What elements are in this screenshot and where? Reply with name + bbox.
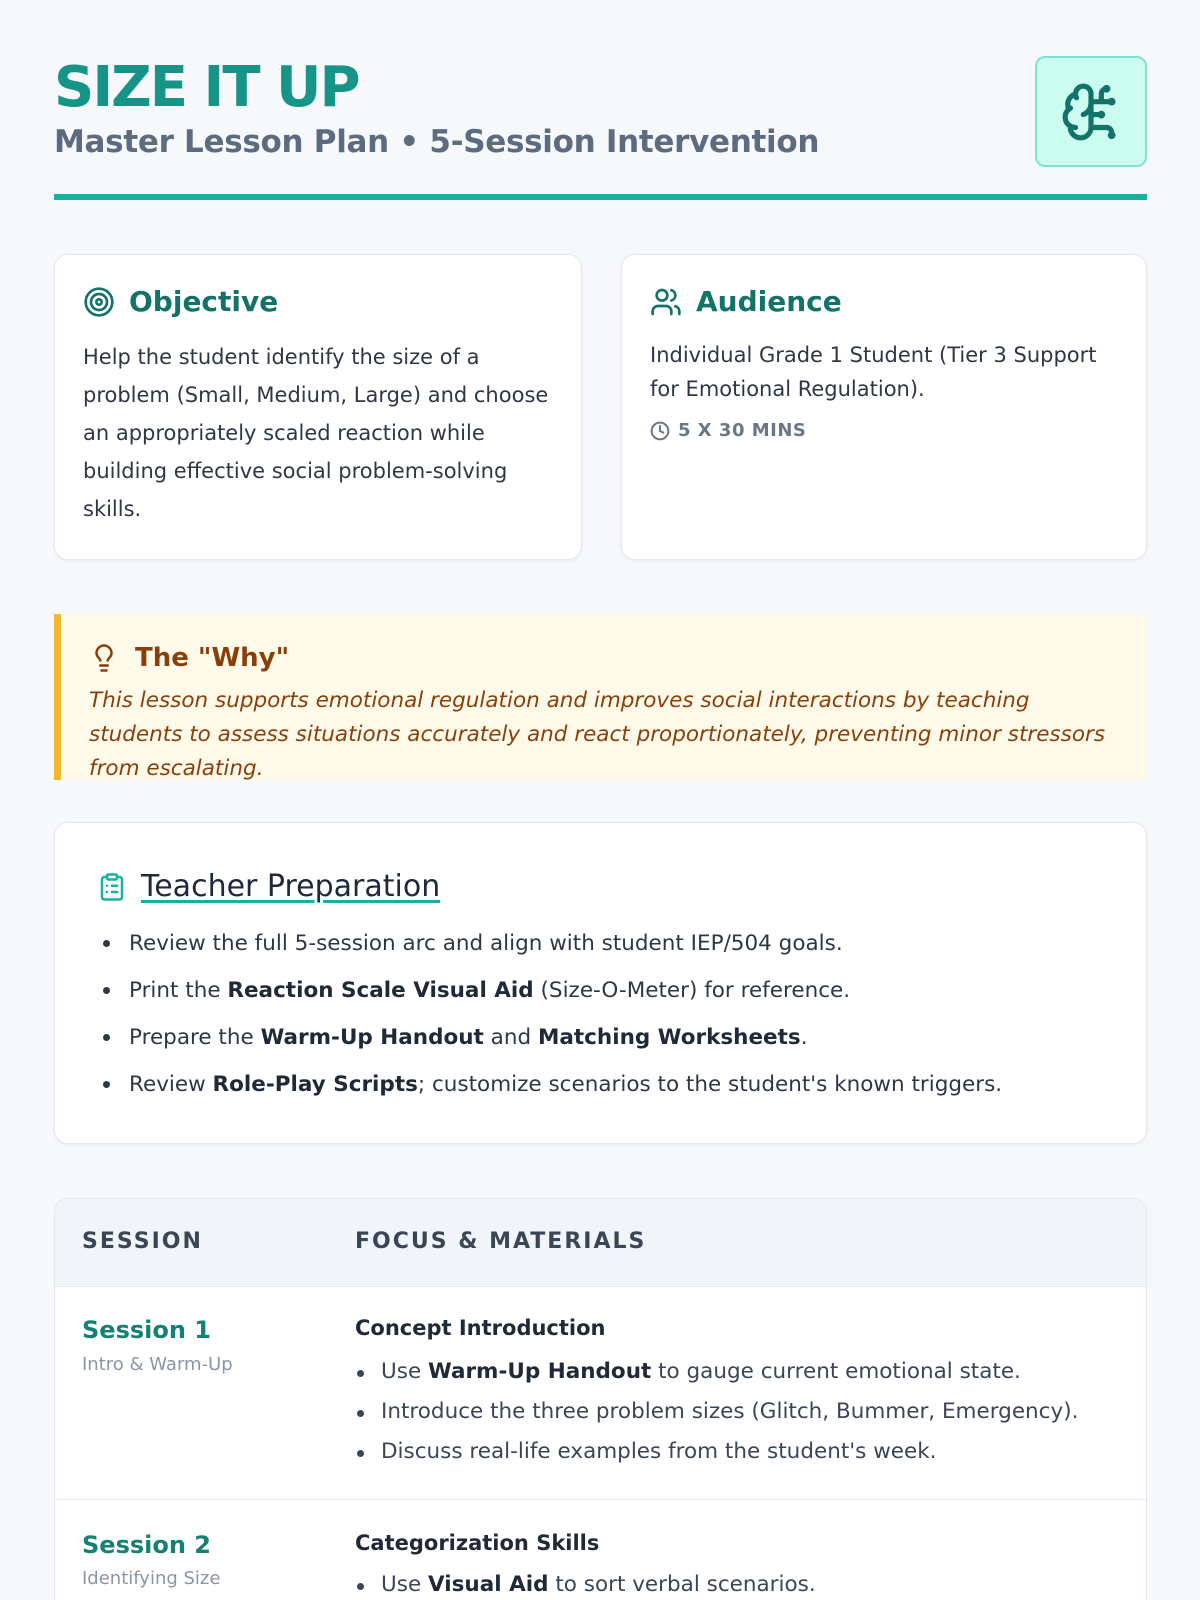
duration-text: 5 X 30 MINS xyxy=(678,420,807,441)
table-row xyxy=(55,1501,1146,1600)
objective-heading-row xyxy=(83,285,553,318)
objective-card xyxy=(54,254,582,560)
header-divider xyxy=(54,194,1147,200)
session-name: Session 2 xyxy=(82,1531,211,1559)
why-callout xyxy=(54,614,1147,780)
session-subtitle: Identifying Size xyxy=(82,1568,221,1589)
why-text: This lesson supports emotional regulation and improves social interactions by teaching students to assess situations accurately and react proportionately, preventing minor stressors from escalating. xyxy=(89,688,1106,781)
users-icon xyxy=(650,286,682,318)
audience-heading: Audience xyxy=(696,285,842,318)
prep-heading: Teacher Preparation xyxy=(141,869,441,904)
prep-heading-row xyxy=(97,869,1106,904)
teacher-prep-card xyxy=(54,822,1147,1144)
why-heading-row xyxy=(89,642,1119,674)
session-subtitle: Intro & Warm-Up xyxy=(82,1354,233,1375)
session-table xyxy=(54,1198,1147,1600)
page-subtitle: Master Lesson Plan • 5-Session Intervention xyxy=(54,124,820,160)
audience-heading-row xyxy=(650,285,1118,318)
prep-item: Review Role-Play Scripts; customize scenarios to the student's known triggers. xyxy=(97,1061,1106,1108)
target-icon xyxy=(83,286,115,318)
session-name: Session 1 xyxy=(82,1316,211,1344)
list-item: Introduce the three problem sizes (Glitch, Bummer, Emergency). xyxy=(355,1392,1078,1432)
audience-card xyxy=(621,254,1147,560)
objective-heading: Objective xyxy=(129,285,279,318)
session-materials-list xyxy=(355,1352,1078,1472)
table-header xyxy=(55,1199,1146,1287)
prep-item: Prepare the Warm-Up Handout and Matching Worksheets. xyxy=(97,1014,1106,1061)
table-row xyxy=(55,1288,1146,1500)
logo-badge xyxy=(1035,56,1147,167)
prep-item: Review the full 5-session arc and align with student IEP/504 goals. xyxy=(97,920,1106,967)
session-focus: Concept Introduction xyxy=(355,1316,606,1340)
session-materials-list xyxy=(355,1565,816,1600)
session-focus: Categorization Skills xyxy=(355,1531,600,1555)
lightbulb-icon xyxy=(89,642,119,674)
objective-text: Help the student identify the size of a problem (Small, Medium, Large) and choose an appropriately scaled reaction while building effective social problem-solving skills. xyxy=(83,345,549,521)
brain-icon xyxy=(1060,81,1122,143)
prep-list xyxy=(97,920,1106,1108)
prep-item: Print the Reaction Scale Visual Aid (Size-O-Meter) for reference. xyxy=(97,967,1106,1014)
duration-badge xyxy=(650,420,1118,441)
why-heading: The "Why" xyxy=(135,643,290,673)
list-item: Use Visual Aid to sort verbal scenarios. xyxy=(355,1565,816,1600)
clock-icon xyxy=(650,421,670,441)
column-header-session: SESSION xyxy=(82,1229,203,1254)
page-title: SIZE IT UP xyxy=(54,55,359,120)
page-header xyxy=(54,56,1147,200)
audience-text: Individual Grade 1 Student (Tier 3 Support for Emotional Regulation). xyxy=(650,343,1097,401)
list-item: Discuss real-life examples from the student's week. xyxy=(355,1432,1078,1472)
list-item: Use Warm-Up Handout to gauge current emotional state. xyxy=(355,1352,1078,1392)
clipboard-icon xyxy=(97,871,127,903)
column-header-focus: FOCUS & MATERIALS xyxy=(355,1229,647,1254)
